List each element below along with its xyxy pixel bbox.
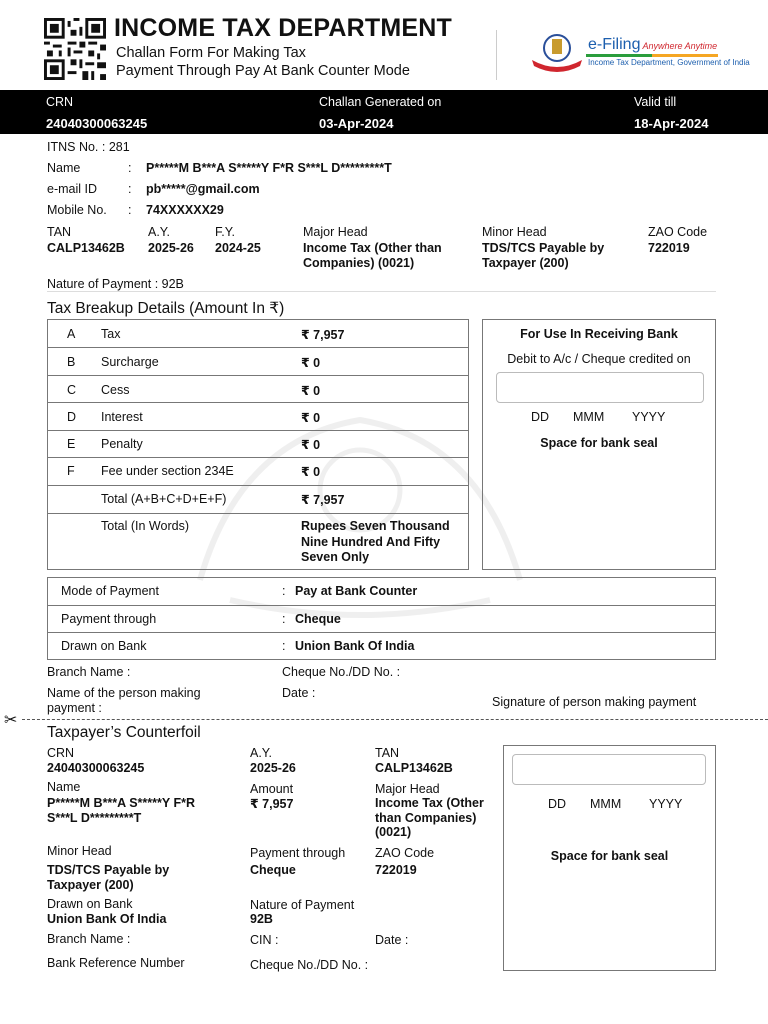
dd-label: DD: [531, 410, 550, 424]
cf-amount-label: Amount: [250, 782, 294, 796]
mode-value: Pay at Bank Counter: [295, 584, 418, 598]
crn-band: [0, 90, 768, 134]
cf-major-head-line: (0021): [375, 825, 412, 839]
cf-name-label: Name: [47, 780, 81, 794]
scissors-icon: ✂: [4, 712, 18, 729]
row-label: Interest: [101, 410, 143, 424]
mode-colon: :: [282, 584, 286, 598]
subtitle-line-2: Payment Through Pay At Bank Counter Mode: [116, 63, 410, 79]
minor-head-label: Minor Head: [482, 225, 547, 239]
cf-minor-head-line: TDS/TCS Payable by: [47, 863, 170, 877]
efiling-name: e-Filing: [588, 36, 641, 53]
email-colon: :: [128, 182, 132, 196]
cf-tan-label: TAN: [375, 746, 400, 760]
cf-cheque-label: Cheque No./DD No. :: [250, 958, 369, 972]
cf-major-head-line: than Companies): [375, 810, 477, 825]
total-words-label: Total (In Words): [101, 519, 189, 533]
section-divider: [47, 291, 716, 292]
itns-number: ITNS No. : 281: [47, 140, 130, 154]
cf-zao-value: 722019: [375, 863, 417, 877]
cf-major-head-value: [375, 796, 484, 840]
name-value: P*****M B***A S*****Y F*R S***L D*********T: [146, 161, 392, 175]
minor-head-line: TDS/TCS Payable by: [482, 241, 605, 255]
major-head-line: Income Tax (Other than: [303, 241, 442, 255]
department-title: INCOME TAX DEPARTMENT: [114, 14, 452, 42]
tax-breakup-title: Tax Breakup Details (Amount In ₹): [47, 300, 285, 317]
drawn-colon: :: [282, 639, 286, 653]
cf-major-head-line: Income Tax (Other: [375, 796, 484, 810]
cf-minor-head-line: Taxpayer (200): [47, 877, 134, 892]
payer-name-line: payment :: [47, 701, 102, 715]
cf-zao-label: ZAO Code: [375, 846, 435, 860]
row-label: Tax: [101, 327, 121, 341]
efiling-tagline: Anywhere Anytime: [642, 41, 718, 51]
row-code: B: [67, 355, 76, 369]
crn-label: CRN: [46, 95, 74, 109]
cf-major-head-label: Major Head: [375, 782, 440, 796]
total-words-row: [48, 514, 468, 569]
mmm-label: MMM: [573, 410, 605, 424]
payment-details-table: [47, 577, 716, 660]
name-label: Name: [47, 161, 81, 175]
row-code: A: [67, 327, 76, 341]
mobile-colon: :: [128, 203, 132, 217]
generated-label: Challan Generated on: [319, 95, 442, 109]
subtitle-line-1: Challan Form For Making Tax: [116, 45, 306, 61]
total-words-line: Seven Only: [301, 550, 370, 564]
header-divider: [496, 30, 497, 80]
row-amount: ₹ 7,957: [301, 328, 345, 342]
row-code: F: [67, 464, 75, 478]
row-amount: ₹ 0: [301, 384, 321, 398]
row-label: Cess: [101, 383, 130, 397]
cf-through-value: Cheque: [250, 863, 296, 877]
through-colon: :: [282, 611, 286, 626]
table-row: [48, 458, 468, 486]
yyyy-label: YYYY: [632, 410, 666, 424]
minor-head-line: Taxpayer (200): [482, 255, 569, 270]
table-row: [48, 633, 715, 661]
fy-value: 2024-25: [215, 241, 261, 255]
email-value: pb*****@gmail.com: [146, 182, 260, 196]
cf-tan-value: CALP13462B: [375, 761, 453, 775]
cf-amount-value: ₹ 7,957: [250, 797, 294, 811]
payer-name-line: Name of the person making: [47, 686, 201, 700]
through-label: Payment through: [61, 611, 157, 626]
table-row: [48, 606, 715, 634]
efiling-brand: [588, 36, 717, 54]
cheque-number-label: Cheque No./DD No. :: [282, 665, 401, 679]
total-words-line: Rupees Seven Thousand: [301, 519, 450, 533]
total-row: [48, 486, 468, 514]
mobile-label: Mobile No.: [47, 203, 107, 217]
tan-value: CALP13462B: [47, 241, 125, 255]
cf-through-label: Payment through: [250, 846, 346, 860]
row-code: D: [67, 410, 77, 424]
table-row: [48, 348, 468, 376]
date-input-box[interactable]: [496, 372, 704, 403]
crn-value: 24040300063245: [46, 116, 148, 131]
cf-drawn-label: Drawn on Bank: [47, 897, 133, 911]
cf-bank-reference-label: Bank Reference Number: [47, 956, 185, 970]
cf-minor-head-label: Minor Head: [47, 844, 112, 858]
tan-label: TAN: [47, 225, 72, 239]
bank-seal-space: Space for bank seal: [540, 436, 658, 450]
table-row: [48, 431, 468, 458]
payer-name-label: [47, 686, 201, 716]
row-label: Penalty: [101, 437, 143, 451]
drawn-value: Union Bank Of India: [295, 639, 415, 653]
cf-date-input-box[interactable]: [512, 754, 706, 785]
row-code: C: [67, 383, 77, 397]
valid-date: 18-Apr-2024: [634, 116, 709, 131]
cf-nature-label: Nature of Payment: [250, 898, 355, 912]
cf-yyyy-label: YYYY: [649, 797, 683, 811]
nature-of-payment: Nature of Payment : 92B: [47, 277, 184, 291]
counterfoil-title: Taxpayer’s Counterfoil: [47, 724, 201, 741]
mode-label: Mode of Payment: [61, 584, 159, 598]
fy-label: F.Y.: [215, 225, 235, 239]
cf-date-label: Date :: [375, 933, 409, 947]
cf-ay-value: 2025-26: [250, 761, 296, 775]
cf-bank-seal-box: [503, 745, 716, 971]
through-value: Cheque: [295, 611, 341, 626]
major-head-label: Major Head: [303, 225, 368, 239]
cf-mmm-label: MMM: [590, 797, 622, 811]
signature-label: Signature of person making payment: [492, 695, 697, 709]
date-label: Date :: [282, 686, 316, 700]
total-label: Total (A+B+C+D+E+F): [101, 492, 227, 506]
table-row: [48, 403, 468, 431]
total-words-value: [301, 519, 450, 566]
table-row: [48, 578, 715, 606]
generated-date: 03-Apr-2024: [319, 116, 394, 131]
cf-cin-label: CIN :: [250, 933, 279, 947]
emblem-logo-icon: [530, 30, 584, 72]
mobile-value: 74XXXXXX29: [146, 203, 224, 217]
debit-label: Debit to A/c / Cheque credited on: [507, 352, 691, 366]
tax-breakup-table: [47, 319, 469, 570]
zao-code-label: ZAO Code: [648, 225, 708, 239]
cf-dd-label: DD: [548, 797, 567, 811]
table-row: [48, 320, 468, 348]
table-row: [48, 376, 468, 403]
minor-head-value: [482, 241, 604, 270]
zao-code-value: 722019: [648, 241, 690, 255]
qr-code-icon: [44, 18, 106, 80]
row-amount: ₹ 0: [301, 438, 321, 452]
receiving-bank-box: [482, 319, 716, 570]
row-amount: ₹ 0: [301, 356, 321, 370]
cf-drawn-value: Union Bank Of India: [47, 912, 167, 926]
name-colon: :: [128, 161, 132, 175]
cf-name-line: S***L D*********T: [47, 810, 142, 825]
cf-minor-head-value: [47, 863, 169, 892]
cf-crn-label: CRN: [47, 746, 75, 760]
cf-nature-value: 92B: [250, 912, 273, 926]
efiling-department: Income Tax Department, Government of India: [588, 58, 750, 67]
cf-name-value: [47, 796, 195, 825]
row-label: Surcharge: [101, 355, 159, 369]
cf-name-line: P*****M B***A S*****Y F*R: [47, 796, 195, 810]
total-words-line: Nine Hundred And Fifty: [301, 534, 441, 549]
valid-label: Valid till: [634, 95, 677, 109]
row-amount: ₹ 0: [301, 411, 321, 425]
branch-name-label: Branch Name :: [47, 665, 131, 679]
row-code: E: [67, 437, 76, 451]
ay-label: A.Y.: [148, 225, 171, 239]
major-head-value: [303, 241, 442, 270]
total-amount: ₹ 7,957: [301, 493, 345, 507]
drawn-label: Drawn on Bank: [61, 639, 147, 653]
major-head-line: Companies) (0021): [303, 255, 415, 270]
challan-subtitle: [116, 44, 410, 80]
row-amount: ₹ 0: [301, 465, 321, 479]
efiling-underline: [586, 54, 718, 57]
bank-box-title: For Use In Receiving Bank: [520, 327, 678, 341]
cf-crn-value: 24040300063245: [47, 761, 145, 775]
cf-bank-seal-space: Space for bank seal: [550, 849, 669, 863]
ay-value: 2025-26: [148, 241, 194, 255]
cf-ay-label: A.Y.: [250, 746, 273, 760]
cf-branch-label: Branch Name :: [47, 932, 131, 946]
email-label: e-mail ID: [47, 182, 98, 196]
row-label: Fee under section 234E: [101, 464, 234, 478]
cut-line: [22, 719, 768, 720]
